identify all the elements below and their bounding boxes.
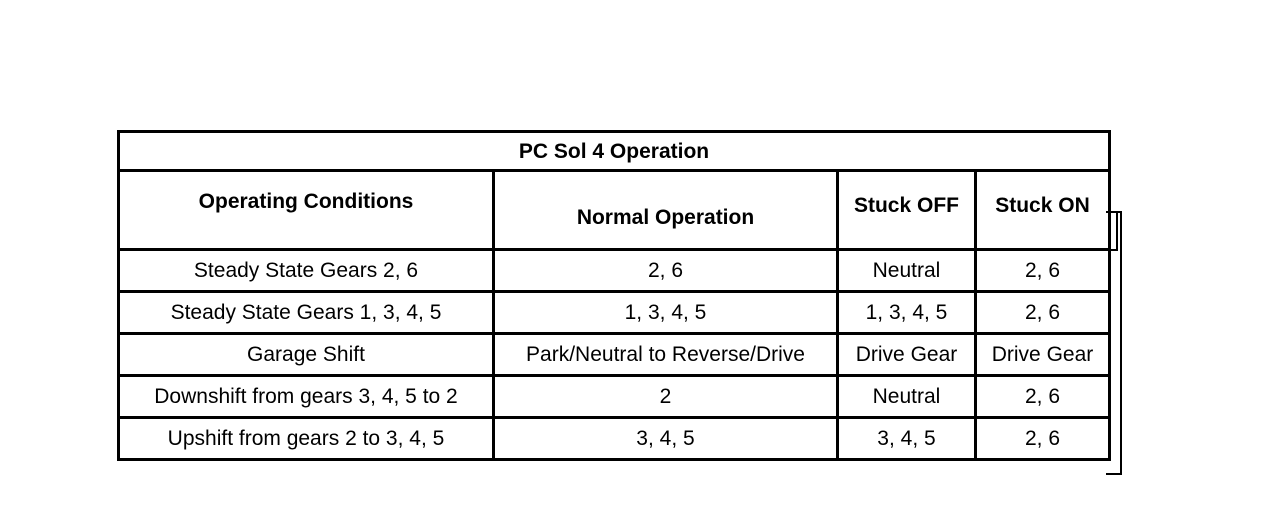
cell-condition: Downshift from gears 3, 4, 5 to 2 [119, 376, 494, 418]
table-header-row [119, 171, 1110, 250]
pc-sol-4-operation-table [117, 130, 1111, 461]
table-row [119, 250, 1110, 292]
cell-normal: 2 [494, 376, 838, 418]
cell-stuck-on: 2, 6 [976, 418, 1110, 460]
cell-condition: Garage Shift [119, 334, 494, 376]
cell-stuck-on: 2, 6 [976, 292, 1110, 334]
cell-stuck-off: Drive Gear [838, 334, 976, 376]
cell-stuck-on: 2, 6 [976, 250, 1110, 292]
header-stuck-off: Stuck OFF [838, 171, 976, 250]
cell-normal: Park/Neutral to Reverse/Drive [494, 334, 838, 376]
cell-stuck-on: 2, 6 [976, 376, 1110, 418]
table-title: PC Sol 4 Operation [518, 140, 710, 163]
table-title-cell [119, 132, 1110, 171]
header-operating-conditions: Operating Conditions [119, 171, 494, 250]
header-stuck-on: Stuck ON [976, 171, 1110, 250]
table-row [119, 418, 1110, 460]
cell-stuck-off: Neutral [838, 376, 976, 418]
cell-normal: 3, 4, 5 [494, 418, 838, 460]
cell-stuck-off: 1, 3, 4, 5 [838, 292, 976, 334]
cell-stuck-off: 3, 4, 5 [838, 418, 976, 460]
cell-condition: Steady State Gears 2, 6 [119, 250, 494, 292]
table-row [119, 376, 1110, 418]
cell-stuck-off: Neutral [838, 250, 976, 292]
table-row [119, 334, 1110, 376]
cell-condition: Steady State Gears 1, 3, 4, 5 [119, 292, 494, 334]
cell-normal: 2, 6 [494, 250, 838, 292]
table-title-row [119, 132, 1110, 171]
cell-condition: Upshift from gears 2 to 3, 4, 5 [119, 418, 494, 460]
table-row [119, 292, 1110, 334]
header-normal-operation: Normal Operation [494, 171, 838, 250]
cell-stuck-on: Drive Gear [976, 334, 1110, 376]
cell-normal: 1, 3, 4, 5 [494, 292, 838, 334]
